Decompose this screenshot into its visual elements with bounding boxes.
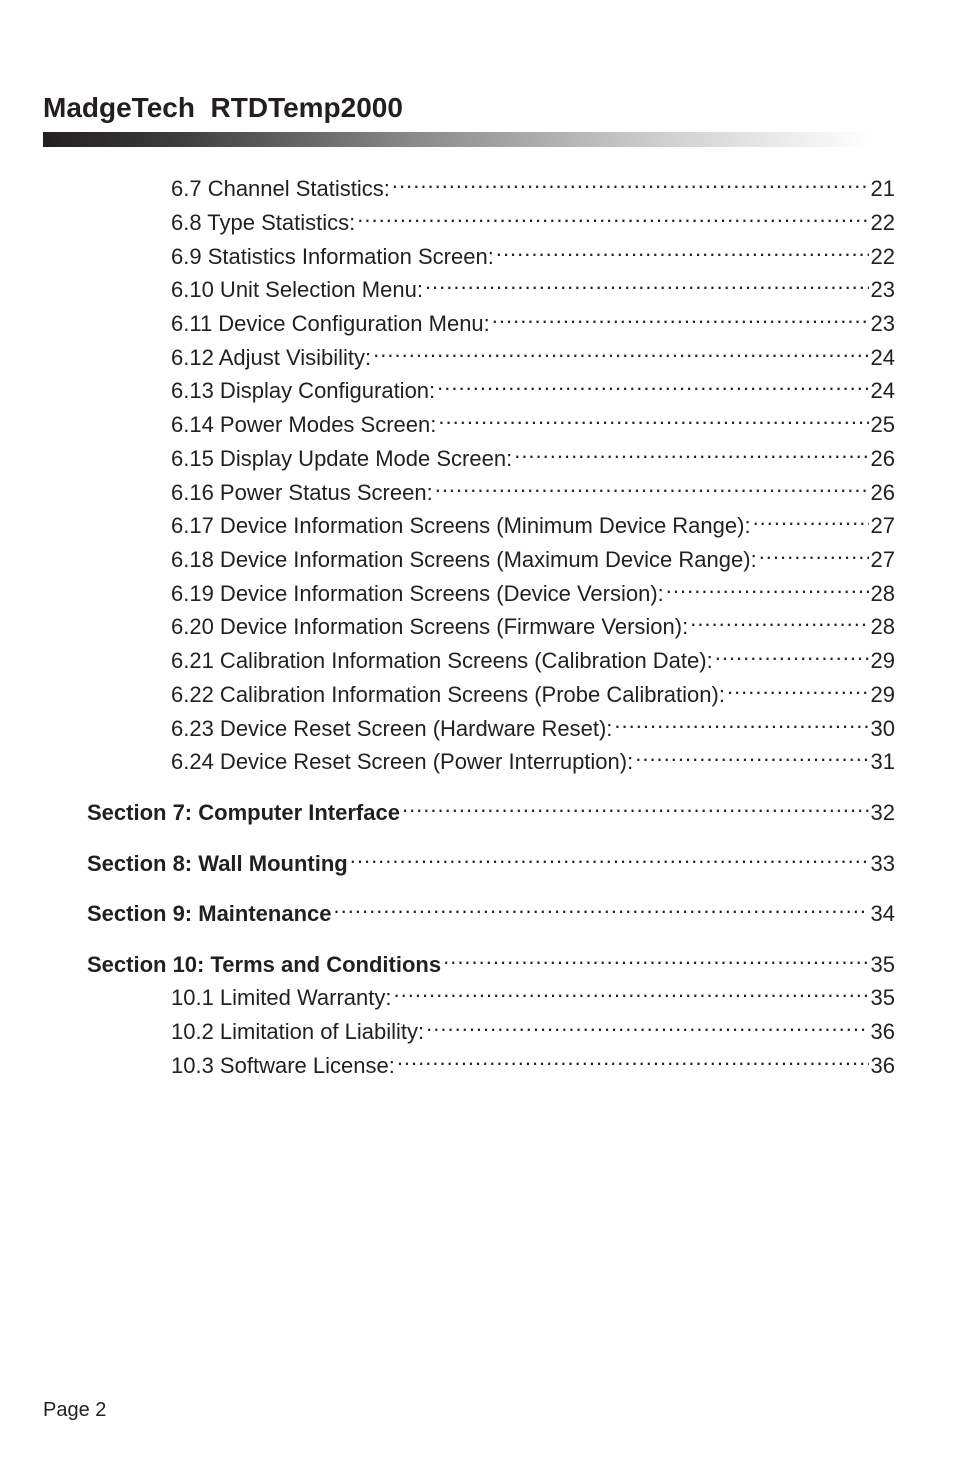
header-gradient-rule <box>43 132 869 147</box>
toc-entry-label: 6.19 Device Information Screens (Device Version): <box>171 581 664 606</box>
toc-entry-label: 6.22 Calibration Information Screens (Probe Calibration): <box>171 682 725 707</box>
toc-entry <box>171 608 895 640</box>
toc-entry <box>171 743 895 775</box>
dot-leader <box>443 946 868 972</box>
toc-entry-page: 25 <box>870 412 895 437</box>
toc-entry-label: 6.8 Type Statistics: <box>171 210 356 235</box>
toc-entry-page: 31 <box>870 749 895 774</box>
toc-entry-page: 28 <box>870 614 895 639</box>
toc-entry <box>171 575 895 607</box>
dot-leader <box>715 642 869 668</box>
toc-entry-page: 23 <box>870 311 895 336</box>
toc-entry-page: 22 <box>870 244 895 269</box>
page-number-footer: Page 2 <box>43 1399 107 1421</box>
toc-entry-page: 22 <box>870 210 895 235</box>
toc-entry <box>171 271 895 303</box>
toc-entry-label: 6.15 Display Update Mode Screen: <box>171 446 513 471</box>
toc-entry-page: 35 <box>870 952 895 977</box>
toc-entry-page: 34 <box>870 901 895 926</box>
toc-entry <box>171 676 895 708</box>
toc-entry-label: 6.10 Unit Selection Menu: <box>171 277 423 302</box>
toc-entry <box>171 710 895 742</box>
dot-leader <box>727 676 869 702</box>
toc-entry-page: 27 <box>870 547 895 572</box>
toc-entry-page: 29 <box>870 648 895 673</box>
dot-leader <box>666 575 869 601</box>
toc-entry <box>171 541 895 573</box>
toc-entry-page: 35 <box>870 985 895 1010</box>
dot-leader <box>334 895 869 921</box>
dot-leader <box>753 507 869 533</box>
toc-entry-label: 6.13 Display Configuration: <box>171 378 436 403</box>
toc-section-label: Section 9: Maintenance <box>87 901 332 926</box>
toc-entry <box>171 1047 895 1079</box>
toc-entry-label: 6.14 Power Modes Screen: <box>171 412 437 437</box>
toc-entry-label: 10.3 Software License: <box>171 1053 395 1078</box>
toc-entry <box>171 406 895 438</box>
toc-section-entry <box>87 946 895 978</box>
toc-section-label: Section 7: Computer Interface <box>87 800 400 825</box>
toc-entry-page: 24 <box>870 345 895 370</box>
dot-leader <box>438 406 868 432</box>
toc-entry <box>171 642 895 674</box>
toc-section-entry <box>87 794 895 826</box>
toc-entry-label: 6.23 Device Reset Screen (Hardware Reset): <box>171 716 613 741</box>
toc-entry-label: 6.18 Device Information Screens (Maximum Device Range): <box>171 547 757 572</box>
toc-section-label: Section 10: Terms and Conditions <box>87 952 442 977</box>
toc-entry-page: 21 <box>870 176 895 201</box>
dot-leader <box>435 474 869 500</box>
toc-entry-page: 36 <box>870 1019 895 1044</box>
toc-entry <box>171 372 895 404</box>
toc-entry <box>171 979 895 1011</box>
toc-entry-label: 6.12 Adjust Visibility: <box>171 345 372 370</box>
dot-leader <box>397 1047 869 1073</box>
toc-entry <box>171 1013 895 1045</box>
toc-entry-label: 6.20 Device Information Screens (Firmware Version): <box>171 614 689 639</box>
toc-entry-page: 30 <box>870 716 895 741</box>
dot-leader <box>437 372 868 398</box>
toc-entry-label: 6.9 Statistics Information Screen: <box>171 244 494 269</box>
toc-entry-label: 10.1 Limited Warranty: <box>171 985 392 1010</box>
dot-leader <box>635 743 868 769</box>
toc-entry-label: 6.11 Device Configuration Menu: <box>171 311 490 336</box>
dot-leader <box>357 204 868 230</box>
dot-leader <box>394 979 869 1005</box>
toc-entry-page: 27 <box>870 513 895 538</box>
toc-entry-page: 36 <box>870 1053 895 1078</box>
toc-entry-page: 28 <box>870 581 895 606</box>
toc-section-label: Section 8: Wall Mounting <box>87 851 348 876</box>
toc-entry <box>171 507 895 539</box>
dot-leader <box>496 238 869 264</box>
toc-entry-label: 6.17 Device Information Screens (Minimum Device Range): <box>171 513 751 538</box>
dot-leader <box>425 271 869 297</box>
toc-entry <box>171 440 895 472</box>
toc-entry-label: 6.16 Power Status Screen: <box>171 480 433 505</box>
toc-section-entry <box>87 895 895 927</box>
toc-entry-page: 26 <box>870 446 895 471</box>
toc-entry-page: 33 <box>870 851 895 876</box>
toc-entry <box>171 170 895 202</box>
toc-entry <box>171 204 895 236</box>
dot-leader <box>373 339 868 365</box>
toc-entry <box>171 238 895 270</box>
toc-entry-page: 26 <box>870 480 895 505</box>
toc-entry-label: 10.2 Limitation of Liability: <box>171 1019 425 1044</box>
dot-leader <box>514 440 868 466</box>
dot-leader <box>392 170 869 196</box>
toc-entry-page: 29 <box>870 682 895 707</box>
dot-leader <box>426 1013 868 1039</box>
toc-entry-page: 24 <box>870 378 895 403</box>
dot-leader <box>492 305 869 331</box>
dot-leader <box>614 710 868 736</box>
toc-entry <box>171 305 895 337</box>
toc-entry-page: 23 <box>870 277 895 302</box>
toc-entry-label: 6.7 Channel Statistics: <box>171 176 390 201</box>
dot-leader <box>350 845 869 871</box>
toc-entry-label: 6.21 Calibration Information Screens (Calibration Date): <box>171 648 713 673</box>
toc-entry <box>171 339 895 371</box>
toc-entry <box>171 474 895 506</box>
document-header-title: MadgeTech RTDTemp2000 <box>43 92 403 123</box>
dot-leader <box>759 541 869 567</box>
toc-entry-label: 6.24 Device Reset Screen (Power Interruption): <box>171 749 634 774</box>
toc-entry-page: 32 <box>870 800 895 825</box>
dot-leader <box>402 794 869 820</box>
dot-leader <box>690 608 868 634</box>
toc-section-entry <box>87 845 895 877</box>
